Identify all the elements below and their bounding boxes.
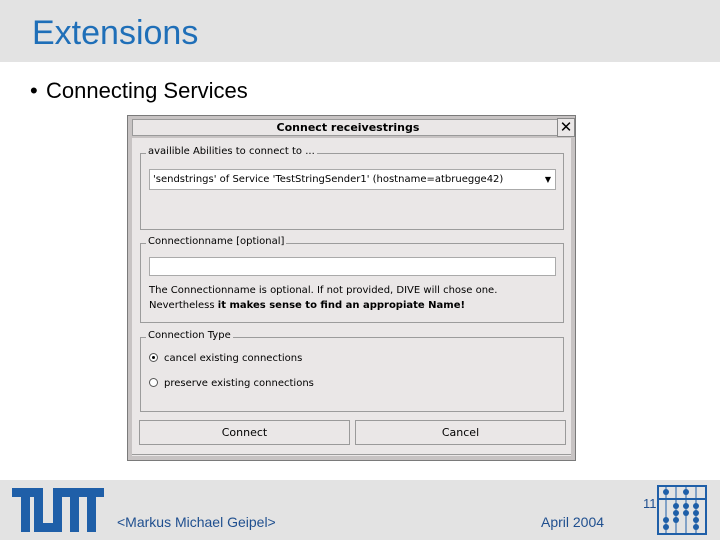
radio-preserve-existing[interactable] [149,378,314,389]
dialog-body [132,138,571,456]
dialog-footer-strip [132,454,571,461]
dropdown-arrow-icon[interactable]: ▼ [544,175,551,184]
abilities-selected-value: 'sendstrings' of Service 'TestStringSender1' (hostname=atbruegge42) [153,174,504,185]
abilities-label: availible Abilities to connect to ... [148,146,315,157]
slide-footer [0,480,720,540]
bullet-icon: • [30,78,38,103]
note-plain-text: Nevertheless [149,300,218,311]
slide-header [0,0,720,62]
connectionname-note-line1: The Connectionname is optional. If not provided, DIVE will chose one. [149,285,498,296]
slide-title: Extensions [32,14,199,52]
radio-preserve-label: preserve existing connections [164,378,314,389]
radio-selected-icon[interactable] [149,353,158,362]
radio-unselected-icon[interactable] [149,378,158,387]
abacus-icon [656,484,708,536]
abilities-group [140,146,564,230]
footer-date: April 2004 [541,514,605,530]
connectionname-label: Connectionname [optional] [148,236,285,247]
radio-cancel-label: cancel existing connections [164,353,303,364]
connectionname-input[interactable] [149,257,556,276]
note-bold-text: it makes sense to find an appropiate Name! [217,300,466,311]
bullet-item [30,78,248,104]
connect-dialog [127,115,576,461]
connectionname-note-line2 [149,300,465,311]
connect-button[interactable]: Connect [139,420,350,445]
connection-type-label: Connection Type [148,330,231,341]
bullet-text: Connecting Services [46,78,248,103]
dialog-title: Connect receivestrings [132,119,564,136]
footer-author: <Markus Michael Geipel> [117,514,276,530]
abilities-dropdown[interactable] [149,169,556,190]
tum-logo-icon [12,488,104,532]
radio-cancel-existing[interactable] [149,353,302,364]
connectionname-group [140,236,564,323]
connection-type-group [140,330,564,412]
close-icon[interactable]: ✕ [557,118,575,137]
cancel-button[interactable]: Cancel [355,420,566,445]
page-number: 11 [643,496,657,511]
